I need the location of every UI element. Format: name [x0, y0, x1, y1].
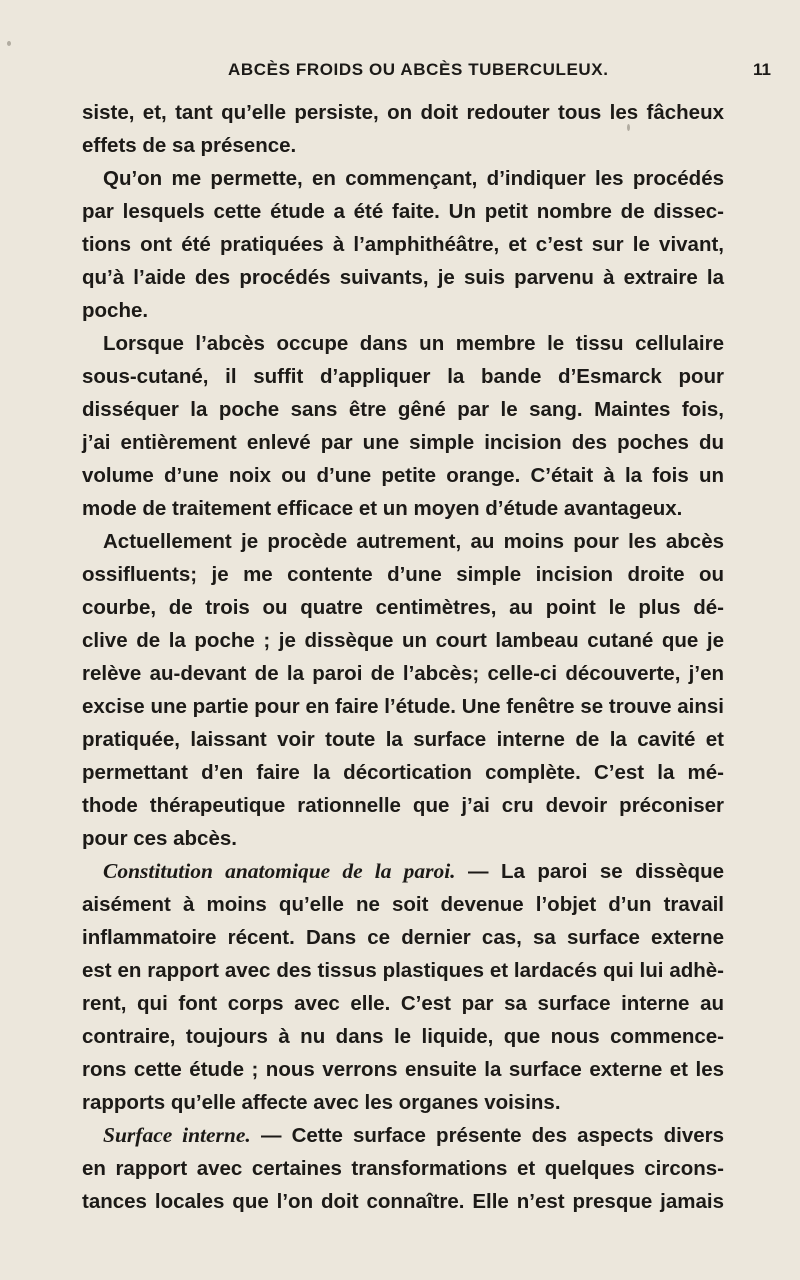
section-heading: Constitution anatomique de la paroi. — [103, 859, 456, 883]
text-line: j’ai entièrement enlevé par une simple incision des poches du — [82, 431, 724, 454]
text-line: thode thérapeutique rationnelle que j’ai cru devoir préconiser — [82, 794, 724, 817]
text-line: relève au-devant de la paroi de l’abcès; celle-ci découverte, j’en — [82, 662, 724, 685]
text-line: Qu’on me permette, en commençant, d’indiquer les procédés — [103, 167, 724, 190]
page-number: 11 — [753, 60, 771, 79]
text-line-content: — Cette surface présente des aspects divers — [250, 1124, 725, 1147]
text-line: rons cette étude ; nous verrons ensuite la surface externe et les — [82, 1058, 724, 1081]
running-title: ABCÈS FROIDS OU ABCÈS TUBERCULEUX. — [228, 60, 609, 79]
text-line: clive de la poche ; je dissèque un court lambeau cutané que je — [82, 629, 724, 652]
text-line: siste, et, tant qu’elle persiste, on doit redouter tous les fâcheux — [82, 101, 724, 124]
text-line: mode de traitement efficace et un moyen d’étude avantageux. — [82, 497, 683, 520]
text-line: pratiquée, laissant voir toute la surface interne de la cavité et — [82, 728, 724, 751]
running-header — [0, 60, 800, 84]
text-line: permettant d’en faire la décortication complète. C’est la mé- — [82, 761, 724, 784]
text-line: volume d’une noix ou d’une petite orange. C’était à la fois un — [82, 464, 724, 487]
text-line: par lesquels cette étude a été faite. Un petit nombre de dissec- — [82, 200, 724, 223]
text-line: aisément à moins qu’elle ne soit devenue l’objet d’un travail — [82, 893, 724, 916]
text-line: tions ont été pratiquées à l’amphithéâtre, et c’est sur le vivant, — [82, 233, 724, 256]
text-line: Actuellement je procède autrement, au moins pour les abcès — [103, 530, 724, 553]
body-text — [82, 96, 724, 1218]
text-line: rapports qu’elle affecte avec les organes voisins. — [82, 1091, 561, 1114]
text-line: ossifluents; je me contente d’une simple incision droite ou — [82, 563, 724, 586]
text-line: courbe, de trois ou quatre centimètres, au point le plus dé- — [82, 596, 724, 619]
paper-speck — [7, 41, 11, 46]
section-heading: Surface interne. — [103, 1123, 251, 1147]
text-line: contraire, toujours à nu dans le liquide, que nous commence- — [82, 1025, 724, 1048]
text-line: qu’à l’aide des procédés suivants, je suis parvenu à extraire la — [82, 266, 724, 289]
text-line: sous-cutané, il suffit d’appliquer la bande d’Esmarck pour — [82, 365, 724, 388]
text-line-content: — La paroi se dissèque — [455, 860, 724, 883]
text-line: poche. — [82, 299, 149, 322]
text-line: est en rapport avec des tissus plastiques et lardacés qui lui adhè- — [82, 959, 724, 982]
text-line: Lorsque l’abcès occupe dans un membre le tissu cellulaire — [103, 332, 724, 355]
text-line: en rapport avec certaines transformations et quelques circons- — [82, 1157, 724, 1180]
text-line — [82, 855, 724, 888]
text-line: effets de sa présence. — [82, 134, 297, 157]
text-line: pour ces abcès. — [82, 827, 237, 850]
text-line: inflammatoire récent. Dans ce dernier cas, sa surface externe — [82, 926, 724, 949]
text-line: rent, qui font corps avec elle. C’est par sa surface interne au — [82, 992, 724, 1015]
text-line: excise une partie pour en faire l’étude. Une fenêtre se trouve ainsi — [82, 695, 724, 718]
text-line: disséquer la poche sans être gêné par le sang. Maintes fois, — [82, 398, 724, 421]
text-line: tances locales que l’on doit connaître. Elle n’est presque jamais — [82, 1190, 724, 1213]
text-line — [82, 1119, 724, 1152]
paper-speck — [627, 124, 630, 131]
